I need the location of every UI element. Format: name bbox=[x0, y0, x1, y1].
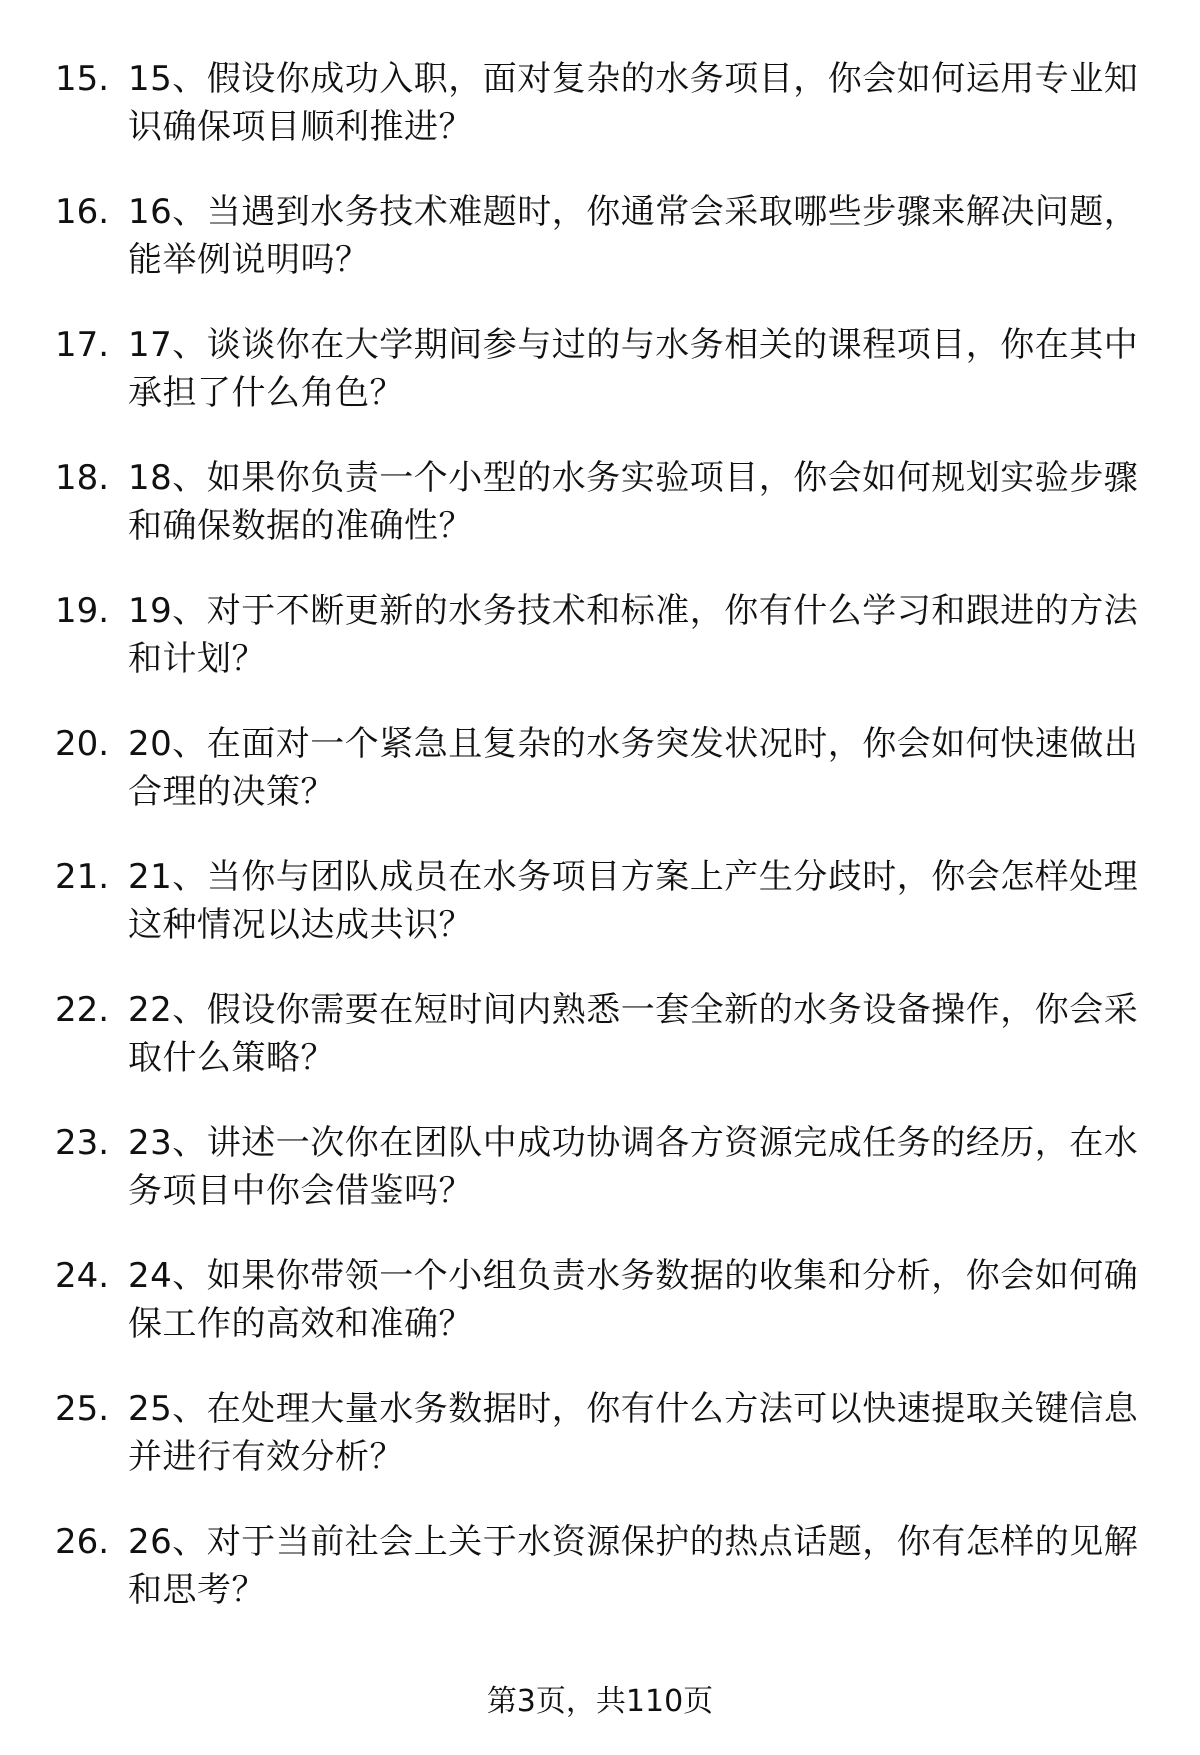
question-text: 19、对于不断更新的水务技术和标准，你有什么学习和跟进的方法和计划？ bbox=[128, 591, 1139, 679]
question-number: 22. bbox=[55, 990, 110, 1030]
question-item-24 bbox=[0, 1252, 1200, 1385]
question-item-21 bbox=[0, 853, 1200, 986]
question-text: 23、讲述一次你在团队中成功协调各方资源完成任务的经历，在水务项目中你会借鉴吗？ bbox=[128, 1123, 1139, 1211]
question-number: 20. bbox=[55, 724, 110, 764]
question-text: 24、如果你带领一个小组负责水务数据的收集和分析，你会如何确保工作的高效和准确？ bbox=[128, 1256, 1139, 1344]
question-item-26 bbox=[0, 1518, 1200, 1651]
question-item-23 bbox=[0, 1119, 1200, 1252]
question-text: 15、假设你成功入职，面对复杂的水务项目，你会如何运用专业知识确保项目顺利推进？ bbox=[128, 59, 1139, 147]
question-text: 17、谈谈你在大学期间参与过的与水务相关的课程项目，你在其中承担了什么角色？ bbox=[128, 325, 1139, 413]
question-item-20 bbox=[0, 720, 1200, 853]
question-number: 23. bbox=[55, 1123, 110, 1163]
question-text: 21、当你与团队成员在水务项目方案上产生分歧时，你会怎样处理这种情况以达成共识？ bbox=[128, 857, 1139, 945]
question-text: 25、在处理大量水务数据时，你有什么方法可以快速提取关键信息并进行有效分析？ bbox=[128, 1389, 1139, 1477]
question-number: 25. bbox=[55, 1389, 110, 1429]
question-text: 22、假设你需要在短时间内熟悉一套全新的水务设备操作，你会采取什么策略？ bbox=[128, 990, 1139, 1078]
page-footer: 第3页，共110页 bbox=[486, 1684, 714, 1719]
question-item-18 bbox=[0, 454, 1200, 587]
question-list bbox=[0, 55, 1200, 1651]
question-item-15 bbox=[0, 55, 1200, 188]
question-item-19 bbox=[0, 587, 1200, 720]
question-number: 16. bbox=[55, 192, 110, 232]
question-number: 26. bbox=[55, 1522, 110, 1562]
question-number: 24. bbox=[55, 1256, 110, 1296]
question-number: 15. bbox=[55, 59, 110, 99]
question-item-25 bbox=[0, 1385, 1200, 1518]
question-text: 26、对于当前社会上关于水资源保护的热点话题，你有怎样的见解和思考？ bbox=[128, 1522, 1139, 1610]
question-item-17 bbox=[0, 321, 1200, 454]
question-item-22 bbox=[0, 986, 1200, 1119]
question-text: 18、如果你负责一个小型的水务实验项目，你会如何规划实验步骤和确保数据的准确性？ bbox=[128, 458, 1139, 546]
question-item-16 bbox=[0, 188, 1200, 321]
question-number: 19. bbox=[55, 591, 110, 631]
question-text: 16、当遇到水务技术难题时，你通常会采取哪些步骤来解决问题，能举例说明吗？ bbox=[128, 192, 1139, 280]
question-number: 18. bbox=[55, 458, 110, 498]
question-number: 17. bbox=[55, 325, 110, 365]
question-text: 20、在面对一个紧急且复杂的水务突发状况时，你会如何快速做出合理的决策？ bbox=[128, 724, 1139, 812]
question-number: 21. bbox=[55, 857, 110, 897]
